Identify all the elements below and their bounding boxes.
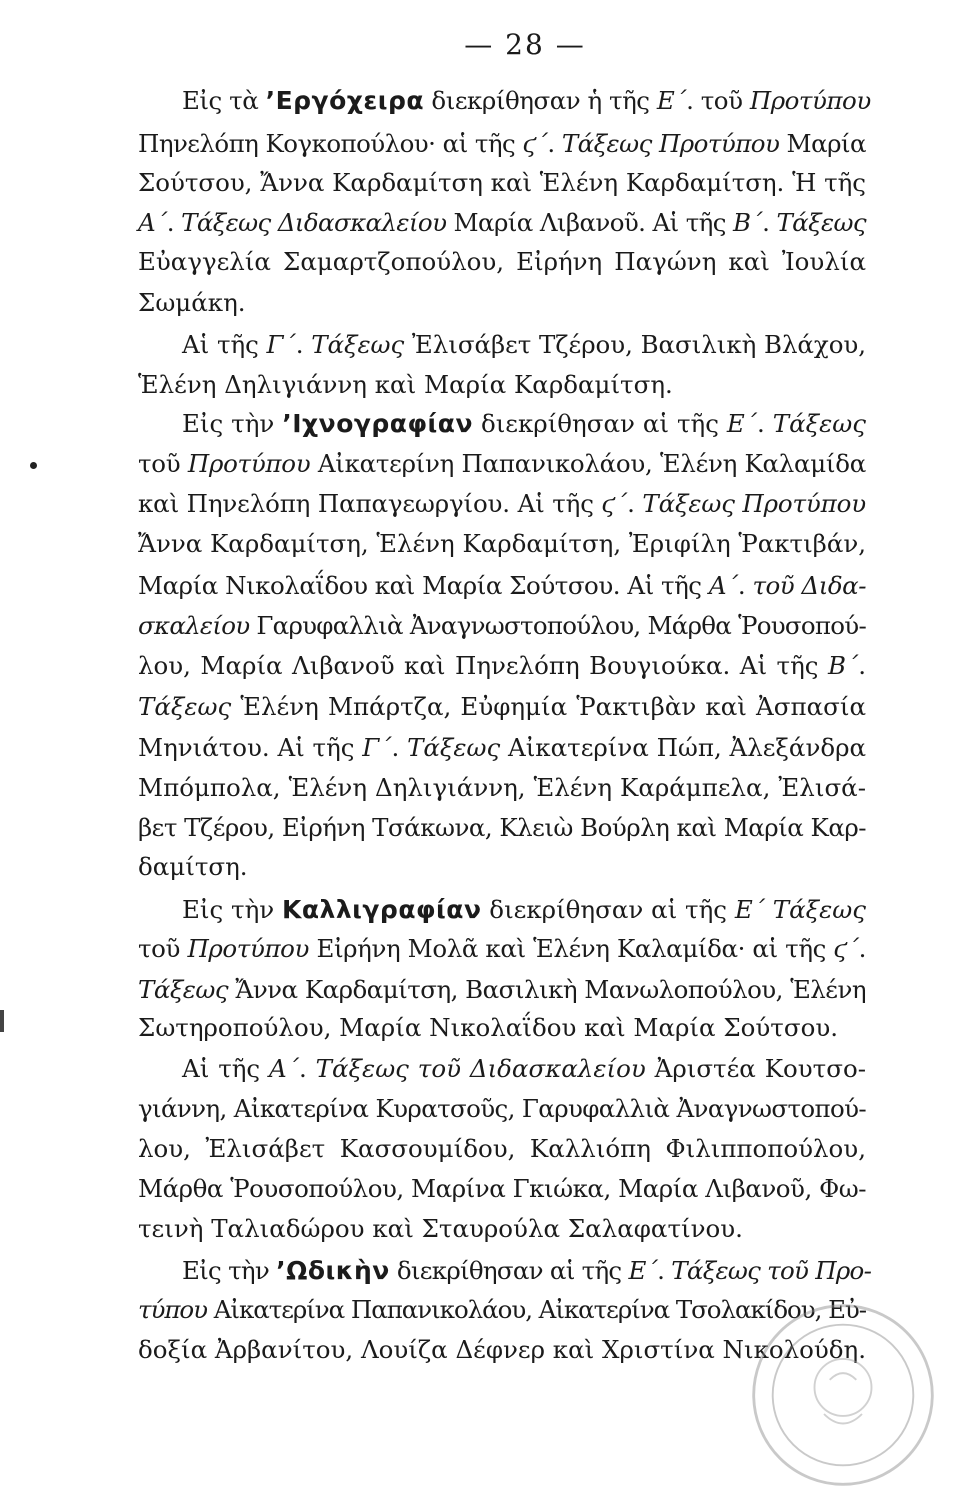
text-run: Εἰς τὴν [182,895,282,924]
text-run: γιάννη, Αἰκατερίνα Κυρατσοῦς, Γαρυφαλλιὰ Ἀναγνωστοπού- [138,1094,866,1123]
text-line [138,529,866,558]
text-line [138,1214,743,1243]
italic-run: τύπου [138,1295,207,1324]
text-run: Ἀριστέα Κουτσο- [645,1054,866,1083]
italic-run: Τάξεως Διδασκαλείου [181,208,447,237]
text-line [182,897,866,923]
text-line [138,489,866,518]
text-run: Μαρία Νικολαΐδου καὶ Μαρία Σούτσου. Αἱ τῆς [138,571,709,600]
text-run: . [547,129,562,158]
text-line [138,247,866,276]
text-line [138,934,866,963]
italic-run: τοῦ Διδα- [752,571,866,600]
text-run: Εἰρήνη Μολᾶ καὶ Ἑλένη Καλαμίδα· αἱ τῆς [309,934,834,963]
text-line [182,88,871,114]
italic-run: Τάξεως [772,409,866,438]
text-run: Σούτσου, Ἄννα Καρδαμίτση καὶ Ἑλένη Καρδαμίτση. Ἡ τῆς [138,168,866,197]
text-run: Σωτηροπούλου, Μαρία Νικολαΐδου καὶ Μαρία Σούτσου. [138,1013,839,1042]
text-run: δοξία Ἀρβανίτου, Λουίζα Δέφνερ καὶ Χριστίνα Νικολούδη. [138,1335,866,1364]
text-run: Αἱ τῆς [182,330,267,359]
section-heading: Καλλιγραφίαν [281,895,482,924]
italic-run: Προτύπου [749,86,871,115]
text-run: Εἰς τὰ [182,86,266,115]
text-run: . [627,489,643,518]
text-run: Αἰκατερίνη Παπανικολάου, Ἑλένη Καλαμίδα [310,449,866,478]
text-run: Μηνιάτου. Αἱ τῆς [138,733,363,762]
text-line [138,1013,839,1042]
italic-run: Ε΄ [726,409,758,438]
text-run: . [295,330,312,359]
section-heading: ’Εργόχειρα [265,86,425,115]
italic-run: ϛ΄ [833,934,859,963]
italic-run: Τάξεως [311,330,405,359]
text-run: λου, Μαρία Λιβανοῦ καὶ Πηνελόπη Βουγιούκα. Αἱ τῆς [138,651,828,680]
text-line [138,168,866,197]
italic-run: Α΄ [269,1054,299,1083]
text-line [138,208,866,237]
text-run: Ἄννα Καρδαμίτση, Βασιλικὴ Μανωλοπούλου, Ἑλένη [228,975,866,1004]
text-run: Εἰς τὴν [182,409,283,438]
text-run: Πηνελόπη Κογκοπούλου· αἱ τῆς [138,129,523,158]
italic-run: Α΄ [708,571,738,600]
margin-dot [30,462,37,469]
text-run: δαμίτση. [138,852,248,881]
text-line [138,1134,866,1163]
text-run: τεινὴ Ταλιαδώρου καὶ Σταυρούλα Σαλαφατίνου. [138,1214,743,1243]
text-run: . [298,1054,316,1083]
text-run: . [757,409,773,438]
italic-run: Τάξεως Προτύπου [642,489,866,518]
library-seal-stamp [748,1300,938,1490]
italic-run: Τάξεως [407,733,501,762]
italic-run: Τάξεως τοῦ Προ- [671,1256,872,1285]
text-line [138,1174,866,1203]
text-run: Σωμάκη. [138,288,246,317]
text-run: Ἑλένη Μπάρτζα, Εὐφημία Ῥακτιβὰν καὶ Ἀσπασία [231,692,866,721]
italic-run: Τάξεως Προτύπου [561,129,780,158]
text-run: . [391,733,408,762]
text-run: βετ Τζέρου, Εἰρήνη Τσάκωνα, Κλειὼ Βούρλη καὶ Μαρία Καρ- [138,813,866,842]
text-line [138,449,866,478]
italic-run: Προτύπου [187,449,311,478]
text-run: Μάρθα Ῥουσοπούλου, Μαρίνα Γκιώκα, Μαρία Λιβανοῦ, Φω- [138,1174,866,1203]
text-line [182,1258,871,1284]
text-run: . [762,208,777,237]
italic-run: Β΄ [733,208,763,237]
text-run: τοῦ [138,449,188,478]
section-heading: ’Ιχνογραφίαν [282,409,473,438]
italic-run: Τάξεως [776,208,866,237]
text-run: . [858,651,866,680]
italic-run: ϛ΄ [601,489,628,518]
text-run: . [737,571,753,600]
margin-mark [0,1010,4,1032]
text-run: διεκρίθησαν αἱ τῆς [472,409,727,438]
text-line [138,651,866,680]
text-run: Αἱ τῆς [182,1054,270,1083]
italic-run: Ε΄ Τάξεως [734,895,867,924]
text-line [138,611,866,640]
text-run: διεκρίθησαν ἡ τῆς [424,86,657,115]
text-line [138,773,866,802]
text-line [182,1054,866,1083]
text-run: . [166,208,182,237]
text-line [138,733,867,762]
text-run: . [858,934,866,963]
text-run: Μαρία [779,129,866,158]
text-run: Ἐλισάβετ Τζέρου, Βασιλικὴ Βλάχου, [404,330,867,359]
page-number: — 28 — [464,28,586,61]
italic-run: σκαλείου [138,611,250,640]
italic-run: Α΄ [138,208,167,237]
italic-run: Ε΄ [656,86,687,115]
text-run: Εὐαγγελία Σαμαρτζοπούλου, Εἰρήνη Παγώνη καὶ Ἰουλία [138,247,866,276]
text-line [138,852,248,881]
text-line [138,370,673,399]
text-run: Ἑλένη Δηλιγιάννη καὶ Μαρία Καρδαμίτση. [138,370,673,399]
text-run: Αἰκατερίνα Παπανικολάου, Αἰκατερίνα Τσολακίδου, Εὐ- [206,1295,867,1324]
text-run: τοῦ [138,934,188,963]
italic-run: Ε΄ [628,1256,658,1285]
text-run: Γαρυφαλλιὰ Ἀναγνωστοπούλου, Μάρθα Ῥουσοπού- [249,611,866,640]
text-line [138,1094,866,1123]
text-line [182,330,867,359]
text-line [138,571,866,600]
text-run: Εἰς τὴν [182,1256,277,1285]
italic-run: Τάξεως [138,692,232,721]
text-run: Μαρία Λιβανοῦ. Αἱ τῆς [446,208,734,237]
italic-run: Γ΄ [266,330,296,359]
text-run: διεκρίθησαν αἱ τῆς [389,1256,629,1285]
text-line [138,813,866,842]
italic-run: Προτύπου [187,934,310,963]
text-line [138,129,866,158]
section-heading: ’Ωδικὴν [276,1256,390,1285]
italic-run: Β΄ [827,651,859,680]
text-run: . [657,1256,672,1285]
text-run: καὶ Πηνελόπη Παπαγεωργίου. Αἱ τῆς [138,489,602,518]
italic-run: Γ΄ [362,733,392,762]
italic-run: Τάξεως [138,975,229,1004]
italic-run: ϛ΄ [522,129,548,158]
text-run: Μπόμπολα, Ἑλένη Δηλιγιάννη, Ἑλένη Καράμπελα, Ἐλισά- [138,773,866,802]
text-line [138,288,246,317]
text-run: . τοῦ [686,86,750,115]
text-run: διεκρίθησαν αἱ τῆς [481,895,735,924]
text-run: λου, Ἐλισάβετ Κασσουμίδου, Καλλιόπη Φιλιπποπούλου, [138,1134,866,1163]
text-line [138,692,866,721]
text-line [138,975,866,1004]
italic-run: Τάξεως τοῦ Διδασκαλείου [315,1054,646,1083]
text-line [182,411,866,437]
text-run: Ἄννα Καρδαμίτση, Ἑλένη Καρδαμίτση, Ἐριφίλη Ῥακτιβάν, [138,529,866,558]
text-run: Αἰκατερίνα Πώπ, Ἀλεξάνδρα [500,733,867,762]
